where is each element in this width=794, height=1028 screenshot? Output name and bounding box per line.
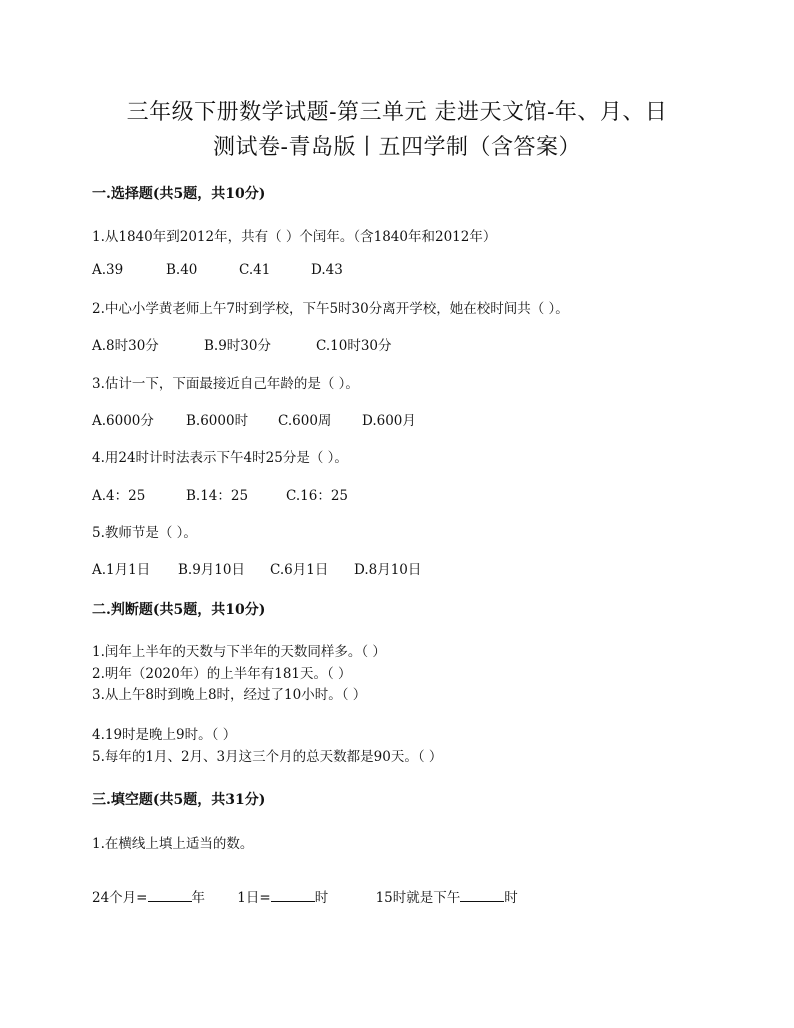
option-c[interactable]: C.16：25 (286, 488, 348, 504)
choice-question-1: 1.从1840年到2012年，共有（ ）个闰年。（含1840年和2012年） (92, 229, 497, 245)
fill-prefix: 15时就是下午 (375, 890, 461, 906)
fill-suffix: 年 (191, 890, 205, 906)
choice-options-2 (92, 334, 392, 354)
option-c[interactable]: C.600周 (278, 413, 332, 429)
option-a[interactable]: A.39 (92, 262, 124, 278)
fill-item-months (92, 886, 233, 906)
section-heading-judge: 二.判断题(共5题，共10分) (92, 602, 266, 618)
judge-item-1: 1.闰年上半年的天数与下半年的天数同样多。（ ） (92, 644, 386, 660)
section-heading-choice: 一.选择题(共5题，共10分) (92, 186, 266, 202)
choice-question-3: 3.估计一下，下面最接近自己年龄的是（ ）。 (92, 376, 359, 392)
answer-blank[interactable] (460, 889, 504, 902)
page-title-line-1: 三年级下册数学试题-第三单元 走进天文馆-年、月、日 (126, 100, 668, 125)
answer-blank[interactable] (148, 889, 192, 902)
page-title-line-2: 测试卷-青岛版丨五四学制（含答案） (213, 135, 581, 160)
answer-blank[interactable] (271, 889, 315, 902)
option-b[interactable]: B.9月10日 (178, 562, 245, 578)
fill-suffix: 时 (504, 890, 518, 906)
option-a[interactable]: A.8时30分 (92, 338, 159, 354)
choice-options-5 (92, 558, 421, 578)
option-b[interactable]: B.14：25 (186, 488, 249, 504)
choice-question-2: 2.中心小学黄老师上午7时到学校，下午5时30分离开学校，她在校时间共（ ）。 (92, 301, 569, 317)
judge-item-3: 3.从上午8时到晚上8时，经过了10小时。（ ） (92, 687, 367, 703)
fill-question-1: 1.在横线上填上适当的数。 (92, 836, 254, 852)
option-d[interactable]: D.8月10日 (354, 562, 422, 578)
judge-item-4: 4.19时是晚上9时。（ ） (92, 727, 237, 743)
judge-item-5: 5.每年的1月、2月、3月这三个月的总天数都是90天。（ ） (92, 749, 443, 765)
section-heading-fill: 三.填空题(共5题，共31分) (92, 792, 266, 808)
fill-item-afternoon (376, 886, 518, 906)
option-c[interactable]: C.6月1日 (270, 562, 329, 578)
choice-options-3 (92, 409, 416, 429)
option-c[interactable]: C.41 (239, 262, 271, 278)
choice-options-1 (92, 262, 343, 278)
option-a[interactable]: A.4：25 (92, 488, 146, 504)
fill-item-hours (237, 886, 371, 906)
option-d[interactable]: D.43 (311, 262, 343, 278)
option-d[interactable]: D.600月 (362, 413, 416, 429)
fill-prefix: 24个月= (92, 890, 148, 906)
option-b[interactable]: B.40 (166, 262, 198, 278)
choice-question-4: 4.用24时计时法表示下午4时25分是（ ）。 (92, 450, 348, 466)
choice-question-5: 5.教师节是（ ）。 (92, 525, 197, 541)
fill-row (92, 886, 518, 906)
option-a[interactable]: A.1月1日 (92, 562, 151, 578)
judge-item-2: 2.明年（2020年）的上半年有181天。（ ） (92, 666, 352, 682)
option-b[interactable]: B.6000时 (186, 413, 249, 429)
fill-prefix: 1日= (237, 890, 271, 906)
option-a[interactable]: A.6000分 (92, 413, 154, 429)
option-b[interactable]: B.9时30分 (204, 338, 271, 354)
option-c[interactable]: C.10时30分 (316, 338, 392, 354)
fill-suffix: 时 (314, 890, 329, 906)
choice-options-4 (92, 484, 348, 504)
